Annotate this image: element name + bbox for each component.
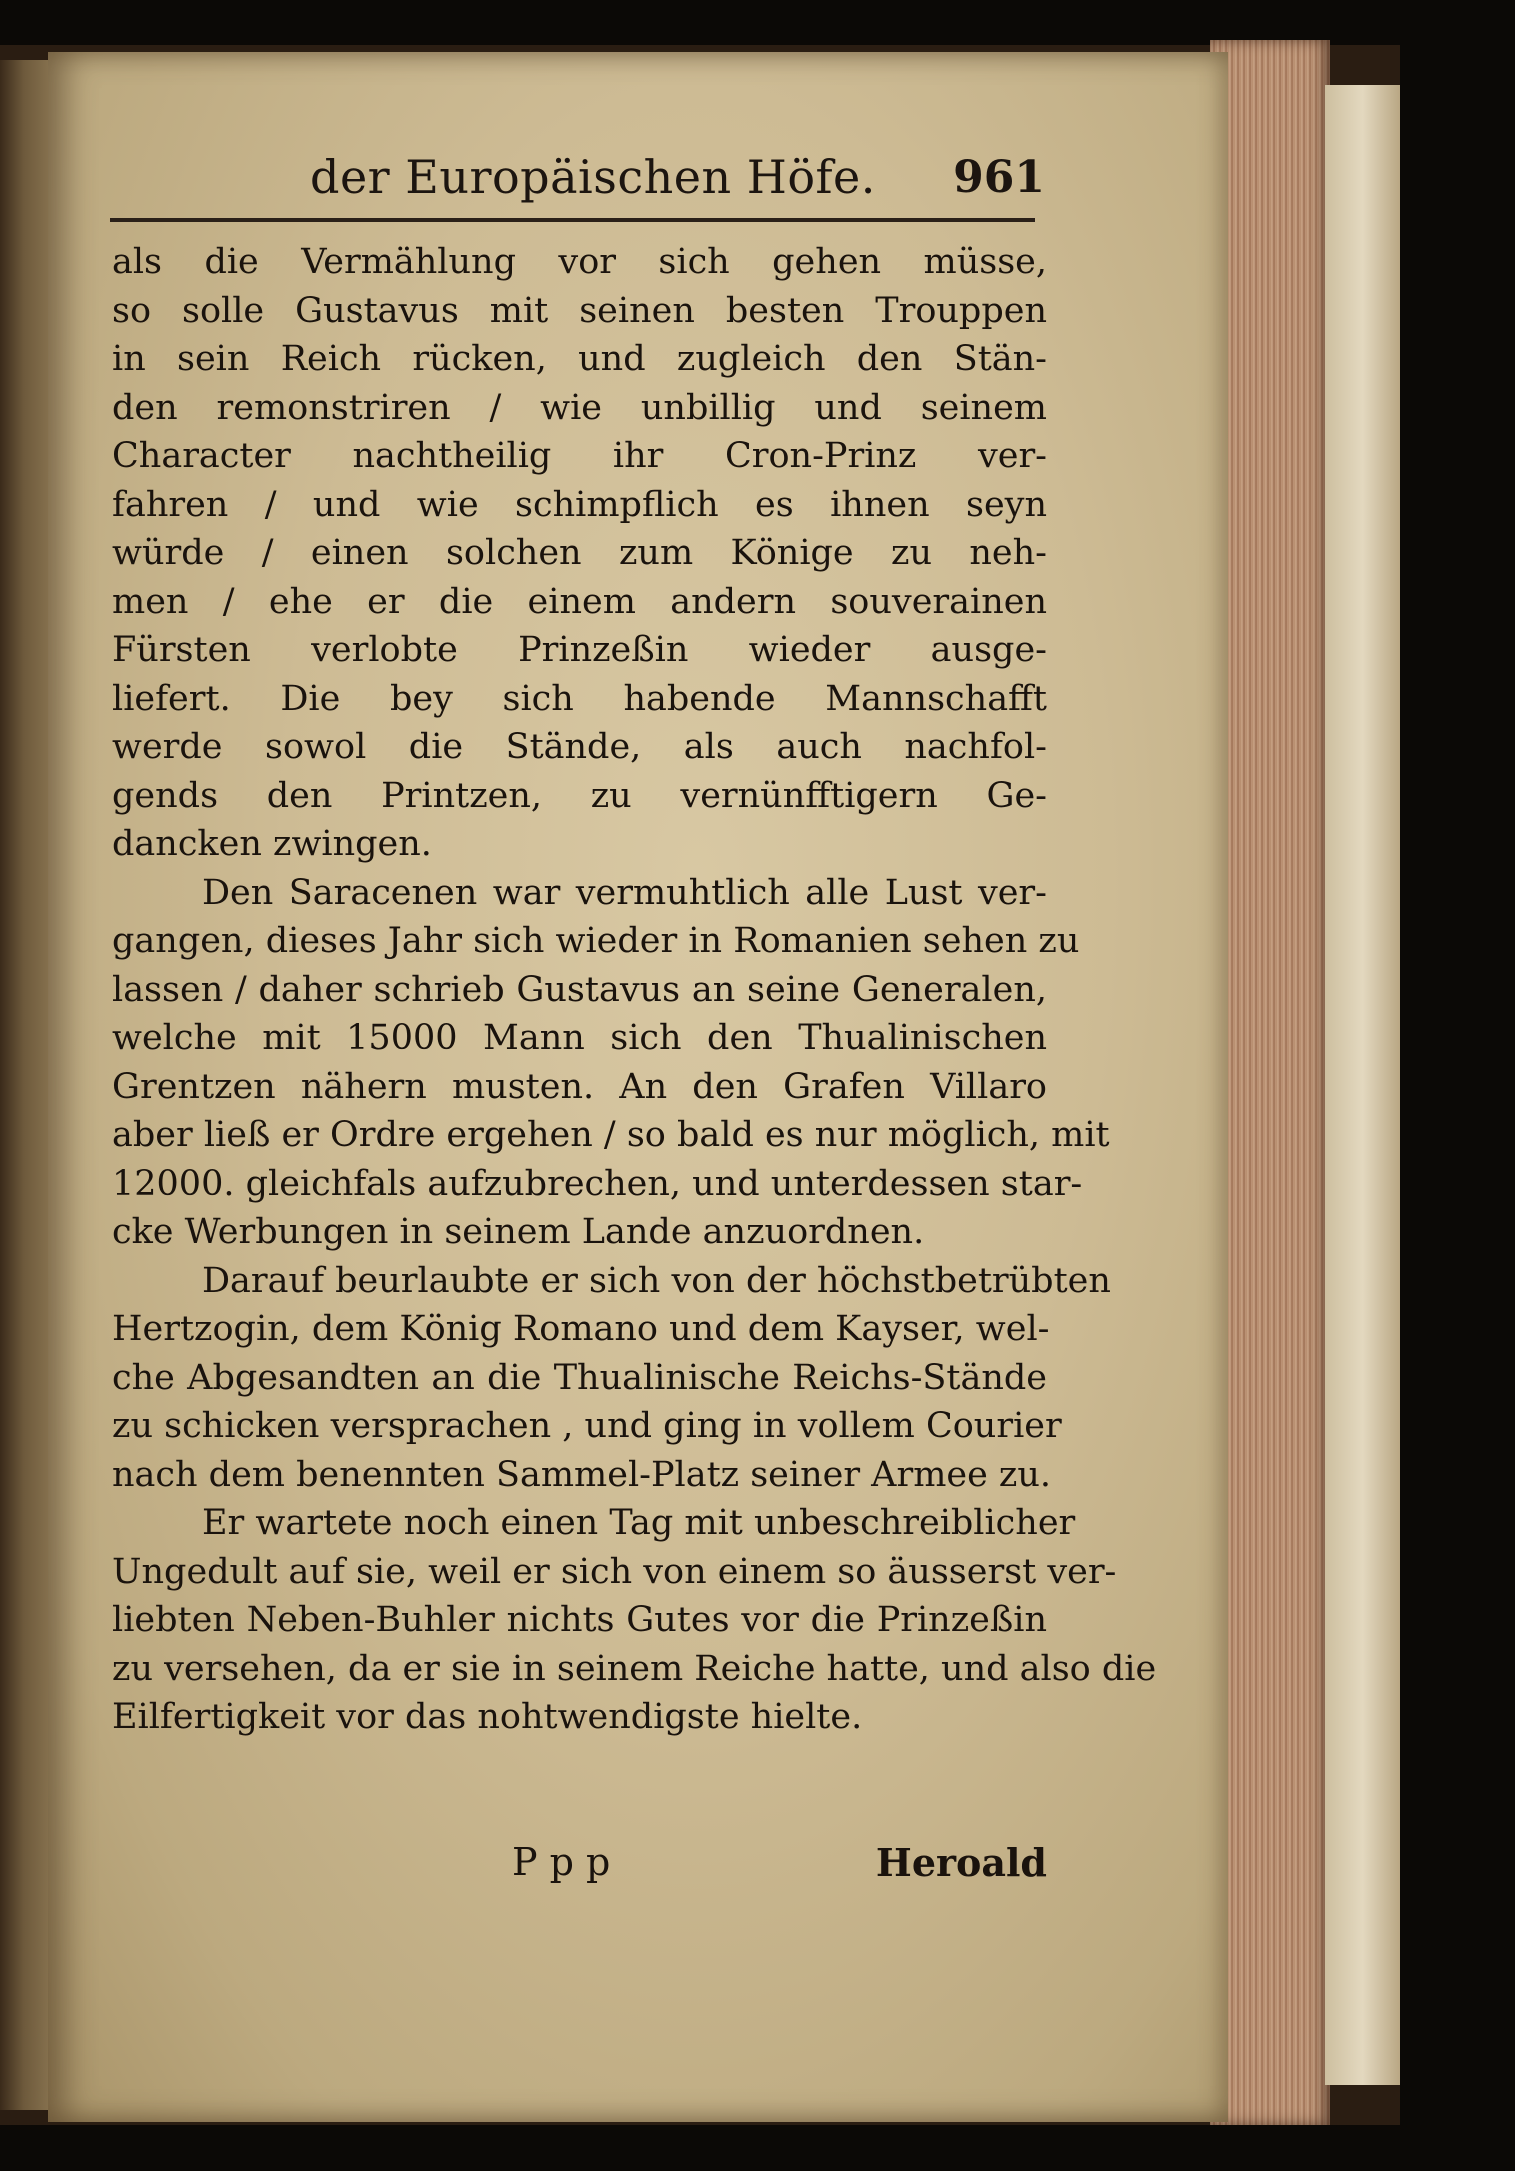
text-line: fahren / und wie schimpflich es ihnen seyn [112,484,1047,525]
text-line: Er wartete noch einen Tag mit unbeschreiblicher [202,1503,1076,1543]
catchword: Heroald [875,1840,1047,1885]
header-rule [110,218,1035,222]
text-line: als die Vermählung vor sich gehen müsse, [112,242,1047,282]
text-line: Den Saracenen war vermuhtlich alle Lust ver- [202,872,1047,913]
text-line: che Abgesandten an die Thualinische Reichs-Stände [112,1357,1047,1398]
running-head [105,150,1045,220]
text-line: Hertzogin, dem König Romano und dem Kayser, wel- [112,1309,1050,1349]
page-footer [112,1840,1047,1900]
text-line: Eilfertigkeit vor das nohtwendigste hielte. [112,1697,863,1737]
text-line: Character nachtheilig ihr Cron-Prinz ver- [112,436,1047,476]
text-line: nach dem benennten Sammel-Platz seiner Armee zu. [112,1454,1052,1495]
text-line: Darauf beurlaubte er sich von der höchstbetrübten [202,1260,1111,1301]
text-line: werde sowol die Stände, als auch nachfol- [112,727,1047,767]
text-line: welche mit 15000 Mann sich den Thualinischen [112,1018,1047,1058]
text-line: zu schicken versprachen , und ging in vollem Courier [112,1406,1062,1446]
text-line: so solle Gustavus mit seinen besten Trouppen [112,290,1047,331]
text-line: den remonstriren / wie unbillig und seinem [112,387,1047,428]
text-line: zu versehen, da er sie in seinem Reiche hatte, und also die [112,1648,1157,1689]
text-line: dancken zwingen. [112,824,432,864]
text-line: men / ehe er die einem andern souverainen [112,581,1047,622]
text-line: würde / einen solchen zum Könige zu neh- [112,533,1047,573]
text-line: Grentzen nähern musten. An den Grafen Villaro [112,1066,1047,1107]
text-line: 12000. gleichfals aufzubrechen, und unterdessen star- [112,1163,1083,1204]
cover-edge [1325,85,1400,2085]
text-line: liefert. Die bey sich habende Mannschafft [112,678,1047,719]
text-line: aber ließ er Ordre ergehen / so bald es nur möglich, mit [112,1115,1110,1155]
text-line: liebten Neben-Buhler nichts Gutes vor die Prinzeßin [112,1600,1047,1640]
text-line: gangen, dieses Jahr sich wieder in Romanien sehen zu [112,921,1080,961]
text-line: cke Werbungen in seinem Lande anzuordnen. [112,1212,925,1252]
running-title: der Europäischen Höfe. [310,150,876,204]
text-line: lassen / daher schrieb Gustavus an seine Generalen, [112,969,1047,1010]
text-line: in sein Reich rücken, und zugleich den Stän- [112,339,1047,379]
body-text [112,238,1157,1742]
page-fore-edge [1210,40,1330,2125]
text-line: Fürsten verlobte Prinzeßin wieder ausge- [112,630,1047,670]
text-line: Ungedult auf sie, weil er sich von einem so äusserst ver- [112,1551,1117,1592]
signature-mark: P p p [512,1840,611,1884]
page-number: 961 [953,152,1045,203]
text-line: gends den Printzen, zu vernünfftigern Ge- [112,775,1047,816]
